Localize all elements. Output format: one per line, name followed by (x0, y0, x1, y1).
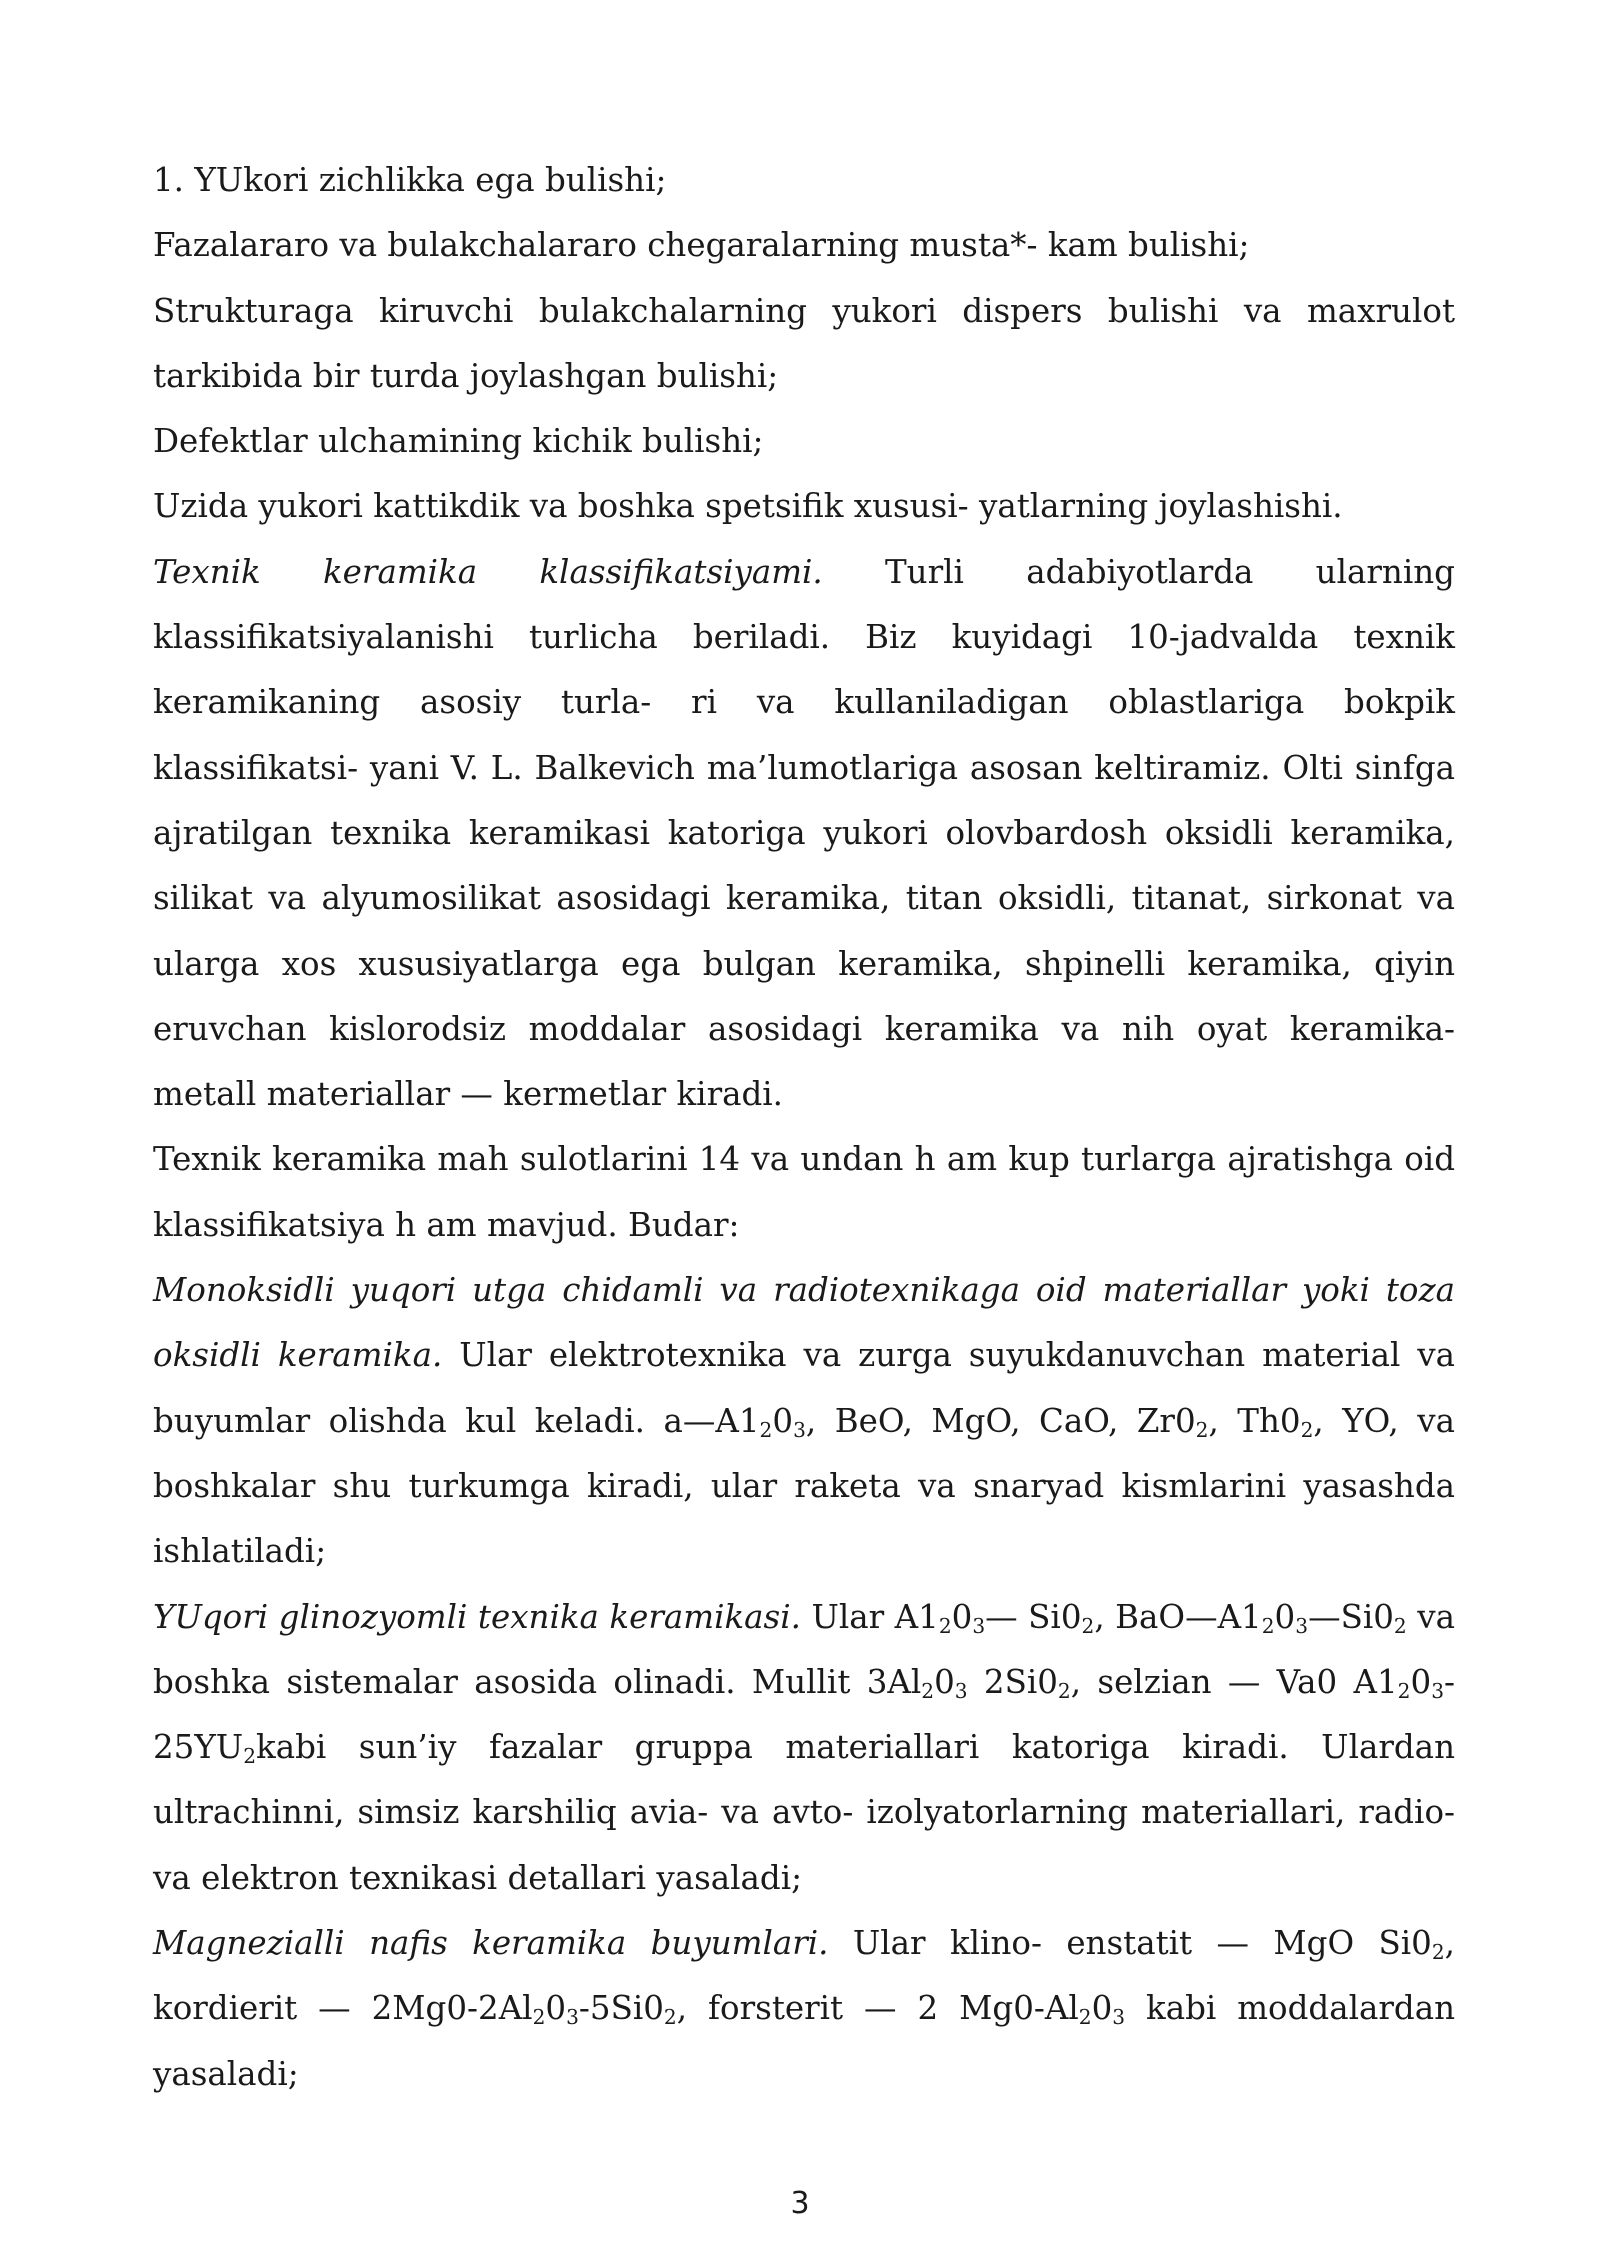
italic-heading: Magnezialli nafis keramika buyumlari. (153, 1924, 829, 1963)
text-run: Defektlar ulchamining kichik bulishi; (153, 422, 764, 461)
subscript: 2 (1078, 2005, 1092, 2030)
paragraph (153, 1258, 1455, 1584)
subscript: 3 (972, 1613, 986, 1638)
text-run: kabi sun’iy fazalar gruppa materiallari katoriga kiradi. Ulardan ultrachinni, simsiz karshiliq avia- va avto- izolyatorlarning materiallari, radio- va elektron texnikasi detallari yasaladi; (153, 1728, 1455, 1897)
italic-heading: YUqori glinozyomli texnika keramikasi. (153, 1597, 801, 1636)
text-run: —Si0 (1308, 1597, 1394, 1636)
subscript: 3 (566, 2005, 579, 2030)
italic-heading: Texnik keramika klassifikatsiyami. (153, 552, 823, 591)
text-run: 0 (1274, 1597, 1296, 1636)
text-run: kabi moddalardan yasaladi; (153, 1989, 1456, 2093)
text-run: Turli adabiyotlarda ularning klassifikatsiyalanishi turlicha beriladi. Biz kuyidagi 10-jadvalda texnik keramikaning asosiy turla- ri va kullaniladigan oblastlariga bokpik klassifikatsi- yani V. L. Balkevich ma’lumotlariga asosan keltiramiz. Olti sinfga ajratilgan texnika keramikasi katoriga yukori olovbardosh oksidli keramika, silikat va alyumosilikat asosidagi keramika, titan oksidli, titanat, sirkonat va ularga xos xususiyatlarga ega bulgan keramika, shpinelli keramika, qiyin eruvchan kislorodsiz moddalar asosidagi keramika va nih oyat keramika-metall materiallar — kermetlar kiradi. (153, 552, 1455, 1114)
text-run: 0 (1091, 1989, 1113, 2028)
text-run: -5Si0 (578, 1989, 664, 2028)
text-run: -25YU (153, 1662, 1455, 1767)
subscript: 3 (1431, 1678, 1445, 1703)
text-run: Ular A1 (800, 1597, 939, 1636)
paragraph (153, 213, 1455, 278)
document-body (153, 148, 1455, 2107)
text-run: 1. YUkori zichlikka ega bulishi; (153, 161, 667, 199)
subscript: 3 (1112, 2005, 1126, 2030)
subscript: 2 (1261, 1613, 1275, 1638)
text-run: Uzida yukori kattikdik va boshka spetsifik xususi- yatlarning joylashishi. (153, 487, 1343, 526)
text-run: , forsterit — 2 Mg0-Al (676, 1989, 1079, 2028)
text-run: 0 (934, 1662, 955, 1701)
text-run: , BeO, MgO, CaO, Zr0 (805, 1401, 1196, 1440)
text-run: , BaO—A1 (1094, 1597, 1262, 1636)
subscript: 2 (938, 1613, 952, 1638)
subscript: 3 (1295, 1613, 1309, 1638)
paragraph (153, 279, 1455, 410)
subscript: 2 (663, 2005, 677, 2030)
paragraph (153, 148, 1455, 213)
subscript: 2 (1057, 1678, 1071, 1703)
text-run: Fazalararo va bulakchalararo chegaralarning musta*- kam bulishi; (153, 226, 1250, 265)
italic-heading: Monoksidli yuqori utga chidamli va radiotexnikaga oid materiallar yoki toza oksidli keramika. (153, 1271, 1455, 1375)
subscript: 2 (243, 1744, 257, 1769)
subscript: 2 (759, 1417, 773, 1442)
subscript: 3 (793, 1417, 806, 1442)
text-run: , selzian — Va0 A1 (1070, 1662, 1398, 1701)
subscript: 2 (1431, 1940, 1445, 1965)
subscript: 2 (1397, 1678, 1411, 1703)
text-run: 0 (951, 1597, 973, 1636)
paragraph (153, 474, 1455, 539)
text-run: 0 (1410, 1662, 1432, 1701)
text-run: , kordierit — 2Mg0-2Al (153, 1924, 1455, 2028)
paragraph (153, 1585, 1455, 1911)
subscript: 2 (1300, 1417, 1314, 1442)
text-run: Strukturaga kiruvchi bulakchalarning yukori dispers bulishi va maxrulot tarkibida bir turda joylashgan bulishi; (153, 291, 1455, 395)
text-run: — Si0 (985, 1597, 1082, 1636)
paragraph (153, 409, 1455, 474)
text-run: , Th0 (1208, 1401, 1301, 1440)
text-run: 2Si0 (967, 1662, 1058, 1701)
paragraph (153, 1127, 1455, 1258)
subscript: 3 (954, 1678, 968, 1703)
text-run: Ular klino- enstatit — MgO Si0 (828, 1924, 1432, 1963)
text-run: 0 (772, 1401, 794, 1440)
paragraph (153, 1911, 1455, 2107)
text-run: va boshka sistemalar asosida olinadi. Mullit 3Al (153, 1597, 1455, 1701)
subscript: 2 (1393, 1613, 1407, 1638)
subscript: 2 (921, 1678, 935, 1703)
text-run: Texnik keramika mah sulotlarini 14 va undan h am kup turlarga ajratishga oid klassifikatsiya h am mavjud. Budar: (153, 1140, 1455, 1244)
subscript: 2 (1195, 1417, 1209, 1442)
text-run: 0 (545, 1989, 567, 2028)
text-run: Ular elektrotexnika va zurga suyukdanuvchan material va buyumlar olishda kul keladi. a—A1 (153, 1336, 1455, 1440)
page-number: 3 (790, 2186, 810, 2221)
subscript: 2 (532, 2005, 546, 2030)
text-run: , YO, va boshkalar shu turkumga kiradi, ular raketa va snaryad kismlarini yasashda ishlatiladi; (153, 1401, 1455, 1571)
paragraph (153, 540, 1455, 1128)
subscript: 2 (1081, 1613, 1095, 1638)
